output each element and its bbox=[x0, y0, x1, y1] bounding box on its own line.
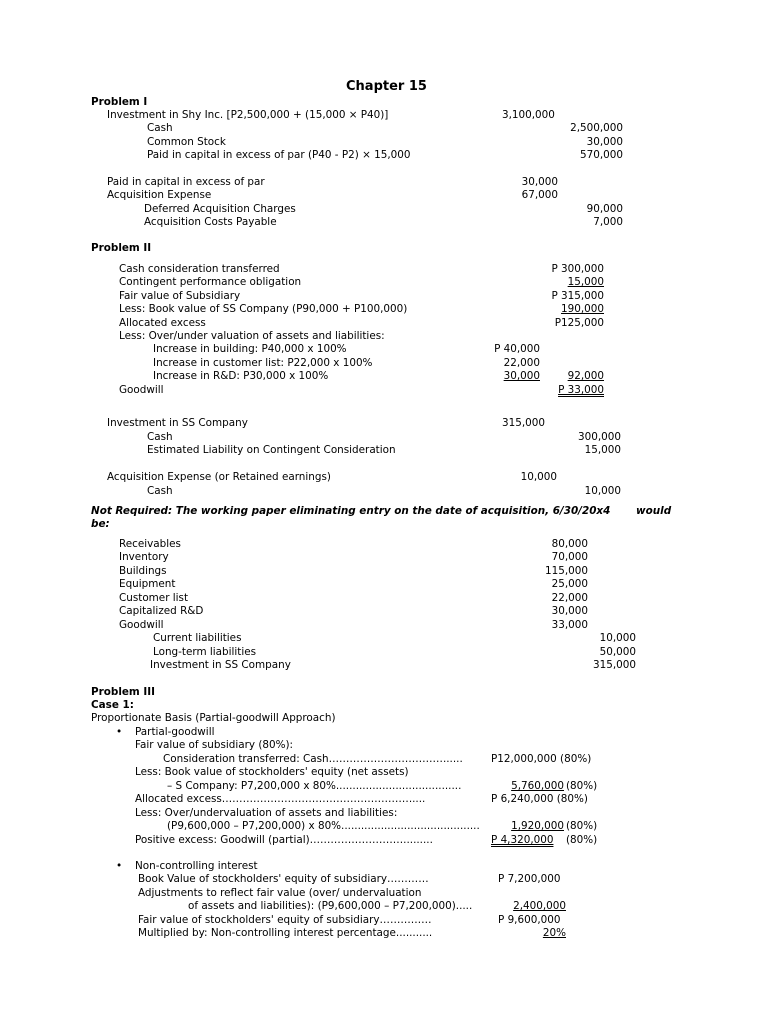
nci-book-value-label: Book Value of stockholders' equity of subsidiary………… bbox=[138, 873, 429, 885]
p2-investment-label: Investment in SS Company bbox=[107, 417, 248, 429]
p2-cash-credit: 300,000 bbox=[578, 431, 621, 443]
pg-goodwill-label: Positive excess: Goodwill (partial)………………………......... bbox=[135, 834, 433, 846]
p2-book-value-label: Less: Book value of SS Company (P90,000 + P100,000) bbox=[119, 303, 408, 315]
pg-book-value-label: Less: Book value of stockholders' equity (net assets) bbox=[135, 766, 409, 778]
p2-cash-label: Cash bbox=[147, 431, 173, 443]
entry-credit: 315,000 bbox=[593, 659, 636, 671]
p2-goodwill-value: P 33,000 bbox=[558, 384, 604, 396]
nci-adjustments-label2: of assets and liabilities): (P9,600,000 – P7,200,000)..... bbox=[188, 900, 473, 912]
p2-goodwill-label: Goodwill bbox=[119, 384, 164, 396]
p2-cash-consideration-label: Cash consideration transferred bbox=[119, 263, 280, 275]
pg-s-company-value: 5,760,000 bbox=[511, 780, 564, 792]
pg-fv-diff-value: 1,920,000 bbox=[511, 820, 564, 832]
basis-label: Proportionate Basis (Partial-goodwill Approach) bbox=[91, 712, 336, 724]
pg-over-under-label: Less: Over/undervaluation of assets and liabilities: bbox=[135, 807, 398, 819]
p2-rd-value: 30,000 bbox=[503, 370, 540, 382]
p1-pic-label: Paid in capital in excess of par (P40 - P2) × 15,000 bbox=[147, 149, 411, 161]
pg-goodwill-pct: (80%) bbox=[566, 834, 598, 846]
p1-pic2-debit: 30,000 bbox=[521, 176, 558, 188]
p1-deferred-credit: 90,000 bbox=[586, 203, 623, 215]
p2-cash-consideration-value: P 300,000 bbox=[551, 263, 604, 275]
entry-debit: 115,000 bbox=[545, 565, 588, 577]
pg-fv-diff-pct: (80%) bbox=[566, 820, 598, 832]
pg-allocated-value: P 6,240,000 (80%) bbox=[491, 793, 588, 805]
p2-building-label: Increase in building: P40,000 x 100% bbox=[153, 343, 347, 355]
nci-adjustments-value: 2,400,000 bbox=[513, 900, 566, 912]
p2-book-value-value: 190,000 bbox=[561, 303, 604, 315]
entry-label: Goodwill bbox=[119, 619, 164, 631]
bullet-icon: • bbox=[116, 860, 123, 872]
p2-allocated-excess-value: P125,000 bbox=[554, 317, 604, 329]
nci-percentage-value: 20% bbox=[542, 927, 566, 939]
entry-credit: 50,000 bbox=[599, 646, 636, 658]
nci-book-value-value: P 7,200,000 bbox=[498, 873, 561, 885]
p2-rd-total: 92,000 bbox=[567, 370, 604, 382]
p1-investment-label: Investment in Shy Inc. [P2,500,000 + (15,000 × P40)] bbox=[107, 109, 389, 121]
p2-contingent-value: 15,000 bbox=[567, 276, 604, 288]
p1-cash-credit: 2,500,000 bbox=[570, 122, 623, 134]
entry-debit: 22,000 bbox=[551, 592, 588, 604]
pg-s-company-pct: (80%) bbox=[566, 780, 598, 792]
p2-investment-debit: 315,000 bbox=[502, 417, 545, 429]
pg-s-company-label: – S Company: P7,200,000 x 80%...................................... bbox=[167, 780, 462, 792]
bullet-nci: Non-controlling interest bbox=[135, 860, 258, 872]
nci-fair-value-value: P 9,600,000 bbox=[498, 914, 561, 926]
p2-fair-value-label: Fair value of Subsidiary bbox=[119, 290, 241, 302]
p2-over-under-label: Less: Over/under valuation of assets and liabilities: bbox=[119, 330, 385, 342]
not-required-note: Not Required: The working paper eliminating entry on the date of acquisition, 6/30/20x4 bbox=[91, 505, 611, 517]
entry-debit: 30,000 bbox=[551, 605, 588, 617]
entry-debit: 33,000 bbox=[551, 619, 588, 631]
nci-fair-value-label: Fair value of stockholders' equity of subsidiary…………… bbox=[138, 914, 432, 926]
pg-goodwill-value: P 4,320,000 bbox=[491, 834, 554, 846]
p1-cash-label: Cash bbox=[147, 122, 173, 134]
not-required-would: would bbox=[636, 505, 672, 517]
p2-allocated-excess-label: Allocated excess bbox=[119, 317, 206, 329]
entry-label: Buildings bbox=[119, 565, 167, 577]
p1-payable-credit: 7,000 bbox=[593, 216, 623, 228]
entry-label: Capitalized R&D bbox=[119, 605, 204, 617]
p2-rd-label: Increase in R&D: P30,000 x 100% bbox=[153, 370, 329, 382]
problem-2-heading: Problem II bbox=[91, 242, 152, 254]
problem-1-heading: Problem I bbox=[91, 96, 148, 108]
entry-debit: 70,000 bbox=[551, 551, 588, 563]
case-1-heading: Case 1: bbox=[91, 699, 134, 711]
entry-label: Current liabilities bbox=[153, 632, 242, 644]
p2-fair-value-value: P 315,000 bbox=[551, 290, 604, 302]
p2-cash2-credit: 10,000 bbox=[584, 485, 621, 497]
pg-allocated-label: Allocated excess………………………………………………..... bbox=[135, 793, 426, 805]
entry-label: Customer list bbox=[119, 592, 189, 604]
entry-debit: 25,000 bbox=[551, 578, 588, 590]
entry-label: Long-term liabilities bbox=[153, 646, 257, 658]
p1-acq-expense-debit: 67,000 bbox=[521, 189, 558, 201]
entry-label: Equipment bbox=[119, 578, 176, 590]
chapter-title: Chapter 15 bbox=[346, 79, 427, 94]
p2-building-value: P 40,000 bbox=[494, 343, 540, 355]
p2-contingent-label: Contingent performance obligation bbox=[119, 276, 302, 288]
bullet-partial-goodwill: Partial-goodwill bbox=[135, 726, 215, 738]
pg-consideration-label: Consideration transferred: Cash……………………………...... bbox=[163, 753, 463, 765]
p1-pic2-label: Paid in capital in excess of par bbox=[107, 176, 265, 188]
p2-acq-expense-debit: 10,000 bbox=[520, 471, 557, 483]
nci-percentage-label: Multiplied by: Non-controlling interest percentage........... bbox=[138, 927, 433, 939]
p1-pic-credit: 570,000 bbox=[580, 149, 623, 161]
p1-deferred-label: Deferred Acquisition Charges bbox=[144, 203, 296, 215]
p1-acq-expense-label: Acquisition Expense bbox=[107, 189, 212, 201]
entry-credit: 10,000 bbox=[599, 632, 636, 644]
p2-acq-expense-label: Acquisition Expense (or Retained earnings) bbox=[107, 471, 331, 483]
p2-customer-list-value: 22,000 bbox=[503, 357, 540, 369]
p1-common-stock-label: Common Stock bbox=[147, 136, 226, 148]
entry-label: Investment in SS Company bbox=[150, 659, 291, 671]
p2-est-liability-credit: 15,000 bbox=[584, 444, 621, 456]
p2-customer-list-label: Increase in customer list: P22,000 x 100% bbox=[153, 357, 373, 369]
pg-consideration-value: P12,000,000 (80%) bbox=[491, 753, 592, 765]
entry-label: Receivables bbox=[119, 538, 181, 550]
nci-adjustments-label: Adjustments to reflect fair value (over/ undervaluation bbox=[138, 887, 422, 899]
pg-fv-diff-label: (P9,600,000 – P7,200,000) x 80%.......................................... bbox=[167, 820, 480, 832]
p1-common-stock-credit: 30,000 bbox=[586, 136, 623, 148]
p2-cash2-label: Cash bbox=[147, 485, 173, 497]
not-required-be: be: bbox=[91, 518, 110, 530]
bullet-icon: • bbox=[116, 726, 123, 738]
problem-3-heading: Problem III bbox=[91, 686, 155, 698]
p2-est-liability-label: Estimated Liability on Contingent Consideration bbox=[147, 444, 396, 456]
entry-label: Inventory bbox=[119, 551, 169, 563]
p1-investment-debit: 3,100,000 bbox=[502, 109, 555, 121]
entry-debit: 80,000 bbox=[551, 538, 588, 550]
p1-payable-label: Acquisition Costs Payable bbox=[144, 216, 277, 228]
pg-fair-value-label: Fair value of subsidiary (80%): bbox=[135, 739, 294, 751]
